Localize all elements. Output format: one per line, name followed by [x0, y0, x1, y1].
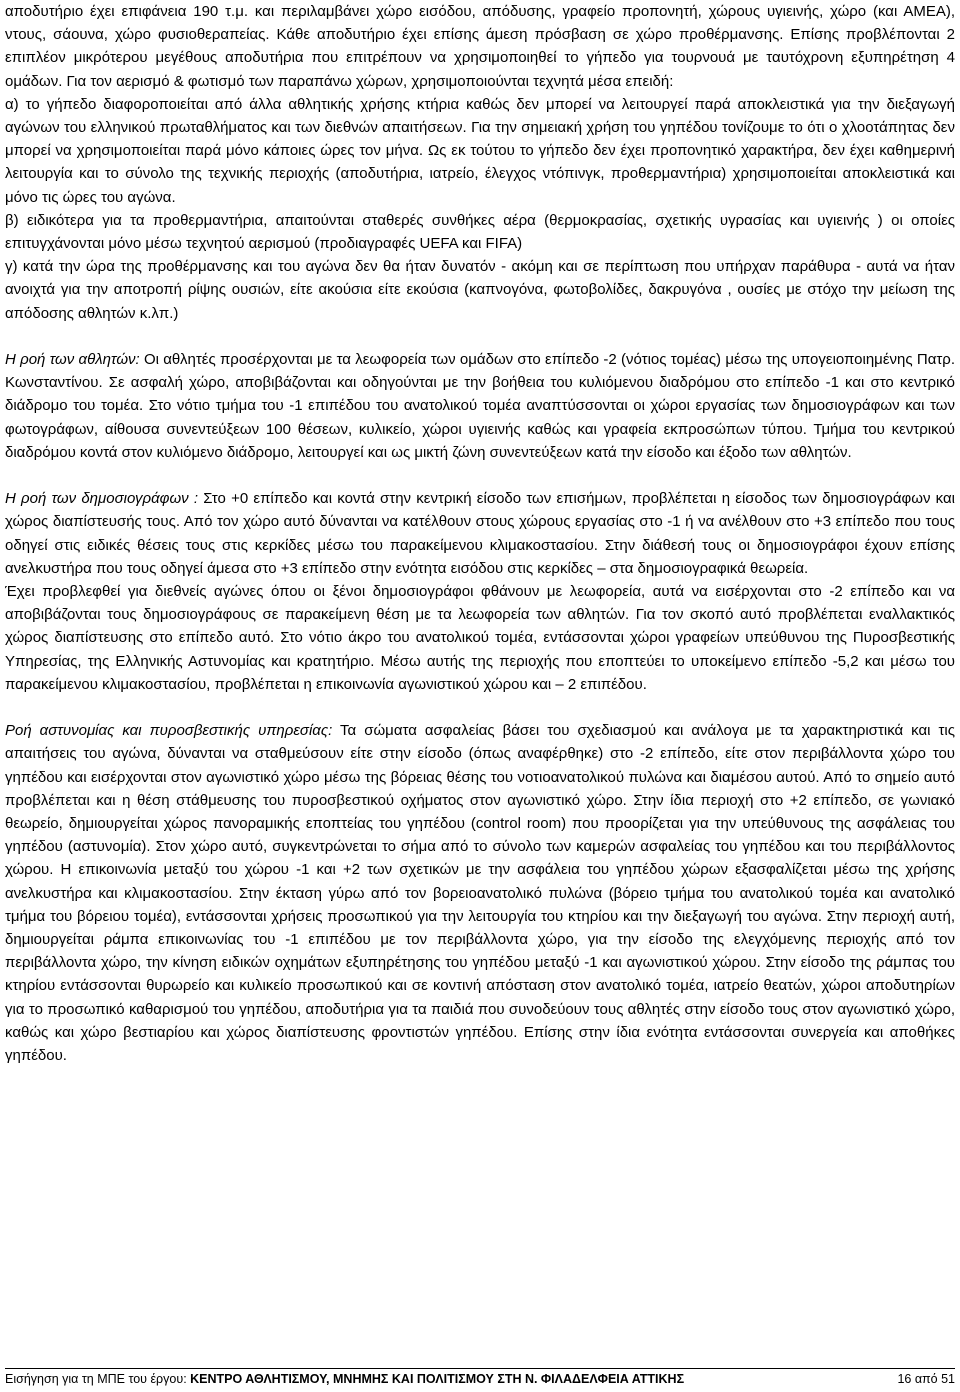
list-item-beta: β) ειδικότερα για τα προθερμαντήρια, απαιτούνται σταθερές συνθήκες αέρα (θερμοκρασίας, σχετικής υγρασίας και υγιεινής ) οι οποίες επιτυγχάνονται μόνο μέσω τεχνητού αερισμού (προδιαγραφές UEFA και FIFA)	[5, 211, 955, 253]
journalists-section	[5, 487, 955, 580]
page-footer	[5, 1368, 955, 1387]
police-section	[5, 719, 955, 1067]
intro-paragraph: αποδυτήριο έχει επιφάνεια 190 τ.μ. και περιλαμβάνει χώρο εισόδου, απόδυσης, γραφείο προπονητή, χώρους υγιεινής, χώρο (και ΑΜΕΑ), ντους, σάουνα, χώρο φυσιοθεραπείας. Κάθε αποδυτήριο έχει επίσης άμεση πρόσβαση σε χώρο προθέρμανσης. Επίσης προβλέπονται 2 επιπλέον μικρότερου μεγέθους αποδυτήρια που επιτρέπουν να χρησιμοποιηθεί το γήπεδο για τουρνουά με ταυτόχρονη εξυπηρέτηση 4 ομάδων. Για τον αερισμό & φωτισμό των παραπάνω χώρων, χρησιμοποιούνται τεχνητά μέσα επειδή:	[5, 3, 955, 90]
footer-project-name: ΚΕΝΤΡΟ ΑΘΛΗΤΙΣΜΟΥ, ΜΝΗΜΗΣ ΚΑΙ ΠΟΛΙΤΙΣΜΟΥ ΣΤΗ Ν. ΦΙΛΑΔΕΛΦΕΙΑ ΑΤΤΙΚΗΣ	[190, 1372, 685, 1386]
paragraph-spacer	[5, 464, 955, 487]
footer-title	[5, 1372, 684, 1387]
athletes-section	[5, 348, 955, 464]
journalists-heading: Η ροή των δημοσιογράφων :	[5, 490, 199, 508]
footer-prefix: Εισήγηση για τη ΜΠΕ του έργου:	[5, 1372, 191, 1386]
paragraph-spacer	[5, 696, 955, 719]
journalists-paragraph-2: Έχει προβλεφθεί για διεθνείς αγώνες όπου οι ξένοι δημοσιογράφοι φθάνουν με λεωφορεία, αυτά να εισέρχονται στο -2 επίπεδο και να αποβιβάζονται τους δημοσιογράφους σε παρακείμενη θέση με τα λεωφορεία των αθλητών. Για τον σκοπό αυτό προβλέπεται εναλλακτικός χώρος διαπίστευσης στο επίπεδο αυτό. Στο νότιο άκρο του ανατολικού τομέα, εντάσσονται χώροι γραφείων υπεύθυνου της Πυροσβεστικής Υπηρεσίας, της Ελληνικής Αστυνομίας και κρατητήριο. Μέσω αυτής της περιοχής που εποπτεύει το υποκείμενο επίπεδο -5,2 και μέσω του παρακείμενου κλιμακοστασίου, προβλέπεται η επικοινωνία αγωνιστικού χώρου και – 2 επιπέδου.	[5, 583, 955, 693]
list-item-alpha: α) το γήπεδο διαφοροποιείται από άλλα αθλητικής χρήσης κτήρια καθώς δεν μπορεί να λειτουργεί παρά αποκλειστικά για την διεξαγωγή αγώνων του ελληνικού πρωταθλήματος και των διεθνών απαιτήσεων. Για την σημειακή χρήση του γηπέδου τονίζουμε το ότι ο χλοοτάπητας δεν μπορεί να χρησιμοποιείται παρά μόνο κάποιες ώρες τον μήνα. Ως εκ τούτου το γήπεδο δεν έχει προπονητικό χαρακτήρα, δεν έχει καθημερινή λειτουργία και το σύνολο της τεχνικής περιοχής (αποδυτήρια, ιατρείο, έλεγχος ντόπινγκ, προθερμαντήρια) χρησιμοποιείται αποκλειστικά και μόνο τις ώρες του αγώνα.	[5, 95, 955, 206]
page-number: 16 από 51	[897, 1372, 955, 1386]
police-heading: Ροή αστυνομίας και πυροσβεστικής υπηρεσίας:	[5, 722, 333, 740]
paragraph-spacer	[5, 325, 955, 348]
document-page	[5, 0, 955, 1067]
athletes-body: Οι αθλητές προσέρχονται με τα λεωφορεία των ομάδων στο επίπεδο -2 (νότιος τομέας) μέσω της υπογειοποιημένης Πατρ. Κωνσταντίνου. Σε ασφαλή χώρο, αποβιβάζονται και οδηγούνται με την βοήθεια του κυλιόμενου διαδρόμου στο επίπεδο -1 και στο κεντρικό διάδρομο του τομέα. Στο νότιο τμήμα του -1 επιπέδου του ανατολικού τομέα αναπτύσσονται οι χώροι εργασίας των δημοσιογράφων και των φωτογράφων, αίθουσα συνεντεύξεων 100 θέσεων, κυλικείο, χώροι υγιεινής καθώς και γραφεία εκπροσώπων τύπου. Τμήμα του κεντρικού διαδρόμου κοντά στον κυλιόμενο διάδρομο, λειτουργεί και ως μικτή ζώνη συνεντεύξεων κατά την είσοδο και έξοδο των αθλητών.	[5, 351, 955, 461]
journalists-body: Στο +0 επίπεδο και κοντά στην κεντρική είσοδο των επισήμων, προβλέπεται η είσοδος των δημοσιογράφων και χώρος διαπίστευσής τους. Από τον χώρο αυτό δύνανται να κατέλθουν στους χώρους εργασίας στο -1 ή να ανέλθουν στο +3 επίπεδο που τους οδηγεί στις ειδικές θέσεις τους στις κερκίδες μέσω του παρακείμενου κλιμακοστασίου. Στην διάθεσή τους οι δημοσιογράφοι έχουν επίσης ανελκυστήρα που τους οδηγεί άμεσα στο +3 επίπεδο στην ενότητα εισόδου στις κερκίδες – στα δημοσιογραφικά θεωρεία.	[5, 490, 955, 577]
athletes-heading: Η ροή των αθλητών:	[5, 351, 140, 369]
list-item-gamma: γ) κατά την ώρα της προθέρμανσης και του αγώνα δεν θα ήταν δυνατόν - ακόμη και σε περίπτωση που υπήρχαν παράθυρα - αυτά να ήταν ανοιχτά για την αποτροπή ρίψης ουσιών, είτε ακούσια είτε εκούσια (καπνογόνα, φωτοβολίδες, δακρυγόνα , ουσίες με στόχο την μείωση της απόδοσης αθλητών κ.λπ.)	[5, 258, 955, 322]
police-body: Τα σώματα ασφαλείας βάσει του σχεδιασμού και ανάλογα με τα χαρακτηριστικά και τις απαιτήσεις του αγώνα, δύνανται να σταθμεύσουν είτε στην είσοδο (όπως αναφέρθηκε) στο -2 επίπεδο, είτε στον περιβάλλοντα χώρο του γηπέδου και εισέρχονται στον αγωνιστικό χώρο μέσω της βόρειας θέσης του νοτιοανατολικού πυλώνα και διαμέσου αυτού. Από το σημείο αυτό προβλέπεται και η θέση στάθμευσης του πυροσβεστικού οχήματος στον αγωνιστικό χώρο. Στην ίδια περιοχή στο +2 επίπεδο, σε γωνιακό θεωρείο, δημιουργείται χώρος πανοραμικής εποπτείας του γηπέδου (control room) που προορίζεται για την υπεύθυνους της ασφάλειας του γηπέδου (αστυνομία). Στον χώρο αυτό, συγκεντρώνεται το σήμα από το σύνολο των καμερών ασφαλείας του γηπέδου και του περιβάλλοντος χώρου. Η επικοινωνία μεταξύ του χώρου -1 και +2 των σχετικών με την ασφάλεια του γηπέδου χώρων εξασφαλίζεται μέσω της χρήσης ανελκυστήρα και κλιμακοστασίου. Στην έκταση γύρω από τον βορειοανατολικό πυλώνα (βόρειο τμήμα του ανατολικού τομέα και ανατολικό τμήμα του βόρειου τομέα), εντάσσονται χρήσεις προσωπικού για την λειτουργία του κτηρίου και την διεξαγωγή του αγώνα. Στην περιοχή αυτή, δημιουργείται ράμπα επικοινωνίας του -1 επιπέδου με τον περιβάλλοντα χώρο, για την είσοδο της ελεγχόμενης περιοχής από τον περιβάλλοντα χώρο, την κίνηση ειδικών οχημάτων εξυπηρέτησης του γηπέδου μεταξύ -1 και αγωνιστικού χώρου. Στην είσοδο της ράμπας του κτηρίου εντάσσονται θυρωρείο και κυλικείο προσωπικού και σε κοντινή απόσταση στον ανατολικό τομέα, ιατρείο θεατών, χώροι αποδυτηρίων για το προσωπικό καθαρισμού του γηπέδου, αποδυτήρια για τα παιδιά που συνοδεύουν τους αθλητές στην είσοδο τους στον αγωνιστικό χώρο, καθώς και χώρο βεστιαρίου και χώρος διαπίστευσης φροντιστών γηπέδου. Επίσης στην ίδια ενότητα εντάσσονται συνεργεία και αποθήκες γηπέδου.	[5, 722, 955, 1065]
